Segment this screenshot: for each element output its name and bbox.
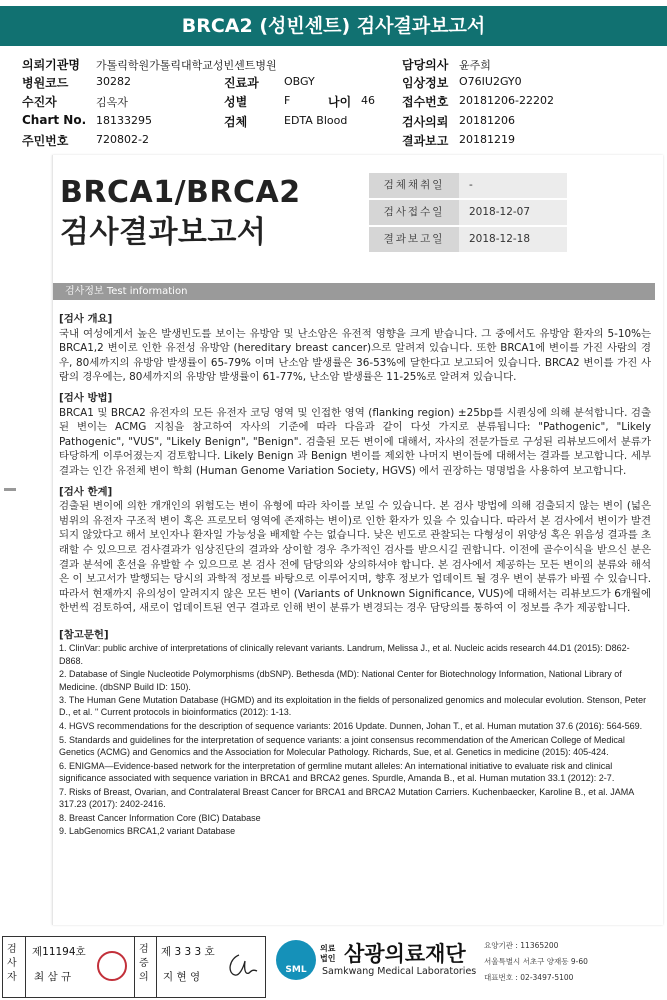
doctor-label: 담당의사 xyxy=(402,58,449,72)
reference-item: 9. LabGenomics BRCA1,2 variant Database xyxy=(59,826,236,837)
reference-item: 5. Standards and guidelines for the interpretation of sequence variants: a joint consensus recommendation of the American College of Medical Genetics (ACMG) and Genomics and the Association for Molecular Pathology. Richards, Sue, et al. Genetics in medicine (2015): 405-424. xyxy=(59,734,625,758)
org-address: 서울특별시 서초구 양재동 9-60 xyxy=(484,957,588,966)
dept-label: 진료과 xyxy=(224,76,259,90)
seal-stamp xyxy=(97,951,127,981)
overview-heading: [검사 개요] xyxy=(59,313,113,325)
reviewer-name: 지 현 영 xyxy=(163,971,201,983)
signature-table xyxy=(2,936,266,998)
info-label: 검사접수일 xyxy=(369,200,459,225)
report-footer xyxy=(0,932,667,1000)
reference-item: 4. HGVS recommendations for the description of sequence variants: 2016 Update. Dunnen, Johan T., et al. Human mutation 37.6 (2016): 564-569. xyxy=(59,721,643,732)
age-label: 나이 xyxy=(328,95,352,109)
recipient-value: 김옥자 xyxy=(96,96,128,109)
org-phone: 대표번호 : 02-3497-5100 xyxy=(484,973,574,982)
reference-item: 2. Database of Single Nucleotide Polymorphisms (dbSNP). Bethesda (MD): National Center for Biotechnology Information, National Library of Medicine. (dbSNP Build ID: 150). xyxy=(59,669,622,692)
org-contact-info xyxy=(484,938,588,986)
limit-text: 검출된 변이에 의한 개개인의 위험도는 변이 유형에 따라 차이를 보일 수 있습니다. 본 검사 방법에 의해 검출되지 않는 변이 (넓은 범위의 유전자 구조적 변이 혹은 프로모터 영역에 존재하는 변이)로 인한 환자가 있을 수 있습니다. 따라서 본 검사에서 변이가 발견되지 않았다고 해서 보인자나 환자일 가능성을 배제할 수는 없습니다. 낮은 빈도로 관찰되는 다형성이 위양성 혹은 위음성 결과를 초래할 수 있으므로 검사결과가 임상진단의 결과와 상이할 경우 추가적인 검사를 받으시길 권합니다. 이전에 골수이식을 받으신 분은 결과 분석에 혼선을 유발할 수 있으므로 본 검사 전에 담당의와 상의하셔야 합니다. 본 검사에서 제공하는 모든 변이의 분류와 해석은 이 보고서가 발행되는 당시의 과학적 정보를 바탕으로 이루어지며, 향후 정보가 업데이트 될 경우 변이 분류가 바뀔 수 있습니다. 따라서 현재까지 유의성이 알려지지 않은 모든 변이 (Variants of Unknown Significance, VUS)에 대해서는 리뷰보드가 6개월에 한번씩 검토하여, 새로이 업데이트된 연구 결과로 인해 변이 분류가 변경되는 경우 담당의를 통하여 이 정보를 추가 제공합니다. xyxy=(59,500,651,615)
divider xyxy=(25,937,26,997)
sex-label: 성별 xyxy=(224,95,248,109)
clinical-value: O76IU2GY0 xyxy=(459,75,522,88)
report-date-value: 20181219 xyxy=(459,133,515,146)
reference-item: 1. ClinVar: public archive of interpretations of clinically relevant variants. Landrum, Melissa J., et al. Nucleic acids research 44.D1 (2015): D862-D868. xyxy=(59,643,630,666)
report-title xyxy=(60,173,301,253)
age-value: 46 xyxy=(361,94,375,107)
reference-list xyxy=(59,642,651,837)
info-label: 결과보고일 xyxy=(369,227,459,252)
reference-item: 7. Risks of Breast, Ovarian, and Contralateral Breast Cancer for BRCA1 and BRCA2 Mutation Carriers. Kuchenbaecker, Karoline B., et al. JAMA 317.23 (2017): 2402-2416. xyxy=(59,786,634,809)
reference-item: 3. The Human Gene Mutation Database (HGMD) and its exploitation in the fields of personalized genomics and molecular evolution. Stenson, Peter D., et al. " Current protocols in bioinformatics (2012): 1-13. xyxy=(59,695,647,718)
dept-value: OBGY xyxy=(284,75,315,88)
report-title-line1: BRCA1/BRCA2 xyxy=(60,175,301,210)
clinical-label: 임상정보 xyxy=(402,76,449,90)
recipient-label: 수진자 xyxy=(22,95,57,109)
sex-value: F xyxy=(284,94,291,107)
report-date-label: 결과보고 xyxy=(402,134,449,148)
chart-value: 18133295 xyxy=(96,114,152,127)
org-name: 삼광의료재단 xyxy=(344,942,466,966)
specimen-value: EDTA Blood xyxy=(284,114,348,127)
report-title-line2: 검사결과보고서 xyxy=(60,215,267,250)
reference-item: 8. Breast Cancer Information Core (BIC) Database xyxy=(59,812,261,823)
report-body xyxy=(59,308,651,839)
limit-heading: [검사 한계] xyxy=(59,485,113,498)
request-value: 20181206 xyxy=(459,114,515,127)
reviewer-label: 검증의 xyxy=(139,944,149,983)
method-heading: [검사 방법] xyxy=(59,391,113,404)
code-label: 병원코드 xyxy=(22,76,69,90)
info-value: - xyxy=(459,173,567,198)
request-label: 검사의뢰 xyxy=(402,115,449,129)
code-value: 30282 xyxy=(96,75,131,88)
org-code: 요양기관 : 11365200 xyxy=(484,941,559,950)
info-row xyxy=(369,227,567,252)
divider xyxy=(134,937,135,997)
info-row xyxy=(369,200,567,225)
reviewer-number: 제 3 3 3 호 xyxy=(161,946,215,958)
id-value: 720802-2 xyxy=(96,133,149,146)
handwritten-signature xyxy=(225,951,259,981)
patient-info-panel xyxy=(0,50,667,150)
org-prefix: 의료법인 xyxy=(320,944,336,963)
info-row xyxy=(369,173,567,198)
hospital-value: 가톨릭학원가톨릭대학교성빈센트병원 xyxy=(96,59,277,72)
org-english-name: Samkwang Medical Laboratories xyxy=(322,966,477,977)
divider xyxy=(156,937,157,997)
info-value: 2018-12-07 xyxy=(459,200,567,225)
company-logo-icon: SML xyxy=(276,940,316,980)
inspector-number: 제11194호 xyxy=(32,946,86,958)
date-info-box xyxy=(369,173,567,254)
overview-text: 국내 여성에게서 높은 발생빈도를 보이는 유방암 및 난소암은 유전적 영향을 크게 받습니다. 그 중에서도 유방암 환자의 5-10%는 BRCA1,2 변이로 인한 유전성 유방암 (hereditary breast cancer)으로 알려져 있습니다. 또한 BRCA1에 변이를 가진 사람의 경우, 80세까지의 유방암 발생률이 65-79% 이며 난소암 발생률은 36-53%에 달한다고 보고되어 있습니다. BRCA2 변이를 가진 사람의 경우에는, 80세까지의 유방암 발생률이 61-77%, 난소암 발생률은 11-25%로 알려져 있습니다. xyxy=(59,327,651,384)
report-header-title: BRCA2 (성빈센트) 검사결과보고서 xyxy=(0,6,667,46)
inspector-name: 최 삼 규 xyxy=(34,971,72,983)
refs-heading: [참고문헌] xyxy=(59,628,109,641)
id-label: 주민번호 xyxy=(22,134,69,148)
scanned-report-sheet xyxy=(52,155,663,925)
reference-item: 6. ENIGMA—Evidence-based network for the interpretation of germline mutant alleles: An international initiative to evaluate risk and clinical significance associated with sequence variation in BRCA1 and BRCA2 genes. Spurdle, Amanda B., et al. Human mutation 33.1 (2012): 2-7. xyxy=(59,760,615,783)
info-label: 검체채취일 xyxy=(369,173,459,198)
specimen-label: 검체 xyxy=(224,115,248,129)
hospital-label: 의뢰기관명 xyxy=(22,58,80,72)
section-bar-label: 검사정보 Test information xyxy=(65,286,188,297)
doctor-value: 윤주희 xyxy=(459,59,491,72)
section-bar xyxy=(53,283,655,300)
scan-mark xyxy=(4,488,16,491)
chart-label: Chart No. xyxy=(22,113,87,127)
method-text: BRCA1 및 BRCA2 유전자의 모든 유전자 코딩 영역 및 인접한 영역 (flanking region) ±25bp를 시퀀싱에 의해 분석합니다. 검출된 변이는 ACMG 지침을 참고하여 자사의 기준에 따라 다음과 같이 다섯 가지로 분류됩니다: "Pathogenic", "Likely Pathogenic", "VUS", "Likely Benign", "Benign". 검출된 모든 변이에 대해서, 자사의 전문가들로 구성된 리뷰보드에서 분류가 타당하게 이루어졌는지 검토합니다. Likely Benign 과 Benign 변이를 제외한 나머지 변이들에 대해서는 결과를 보고합니다. 세부결과는 인간 유전체 변이 학회 (Human Genome Variation Society, HGVS) 에서 권장하는 명명법을 사용하여 보고합니다. xyxy=(59,406,651,477)
receipt-label: 접수번호 xyxy=(402,95,449,109)
receipt-value: 20181206-22202 xyxy=(459,94,554,107)
inspector-label: 검사자 xyxy=(7,944,17,983)
info-value: 2018-12-18 xyxy=(459,227,567,252)
